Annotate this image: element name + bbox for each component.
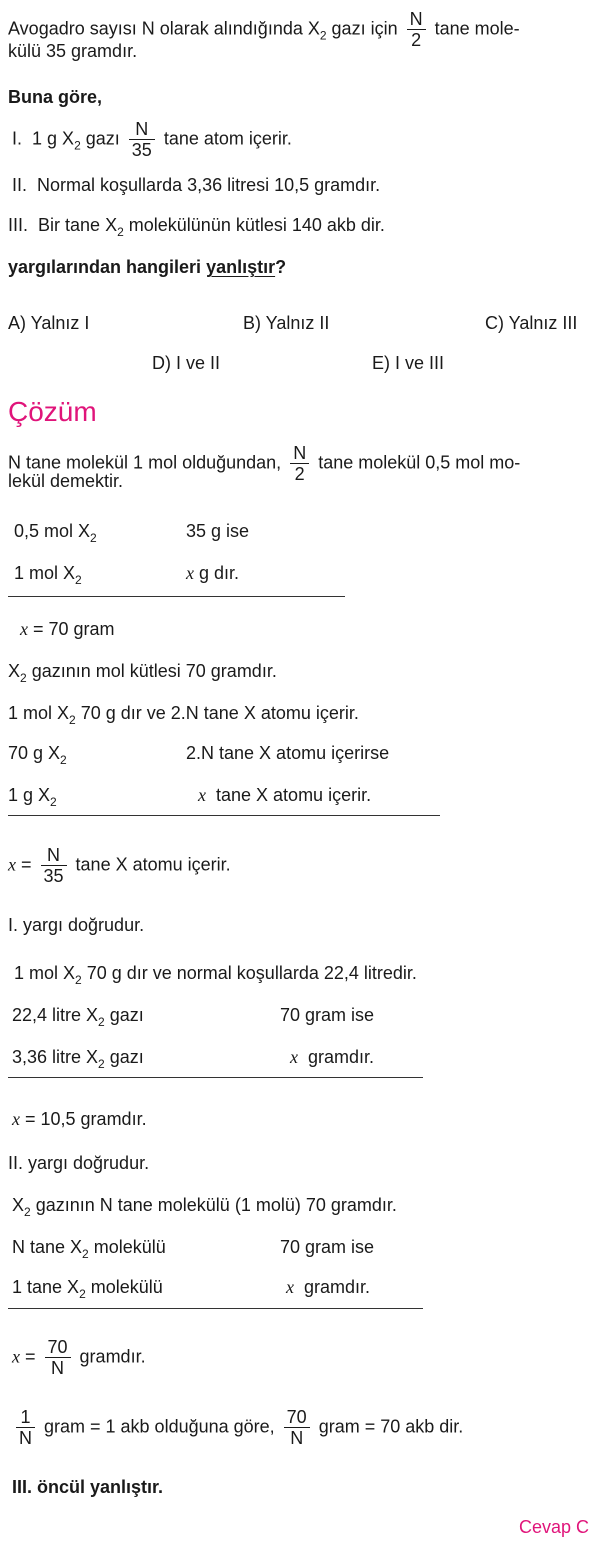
result-2: x = $\frac{N}{35}$ tane X atomu içerir.	[8, 845, 231, 886]
option-c: C) Yalnız III	[485, 313, 578, 333]
prop2-left1: 70 g $X_2$	[8, 743, 67, 767]
fraction: $\frac{N}{35}$	[41, 846, 67, 885]
answer-label: Cevap C	[519, 1517, 590, 1537]
atom-count-line: 1 mol $X_2$ 70 g dır ve 2.N tane X atomu içerir.	[8, 703, 359, 727]
option-e: E) I ve III	[372, 353, 445, 373]
statement-3: III. Bir tane $X_2$ molekülünün kütlesi 140 akb dir.	[8, 215, 385, 239]
prop4-right1: 70 gram ise	[280, 1237, 375, 1257]
prop3-right2: x gramdır.	[290, 1047, 375, 1067]
prop3-right1: 70 gram ise	[280, 1005, 375, 1025]
result-1: x = 70 gram	[20, 619, 115, 639]
volume-line: 1 mol $X_2$ 70 g dır ve normal koşullarda 22,4 litredir.	[14, 963, 417, 987]
question-prompt: yargılarından hangileri yanlıştır?	[8, 257, 287, 277]
verdict-2: II. yargı doğrudur.	[8, 1153, 150, 1173]
one-mol-line: $X_2$ gazının N tane molekülü (1 molü) 70 gramdır.	[12, 1195, 397, 1219]
prop4-right2: x gramdır.	[286, 1277, 371, 1297]
question-stem: Avogadro sayısı N olarak alındığında $X_2$ gazı için $\frac{N}{2}$ tane mole-	[8, 9, 520, 50]
question-stem-line2: külü 35 gramdır.	[8, 41, 138, 61]
molar-mass-line: $X_2$ gazının mol kütlesi 70 gramdır.	[8, 661, 277, 685]
verdict-3: III. öncül yanlıştır.	[12, 1477, 164, 1497]
statement-1: I. 1 g $X_2$ gazı $\frac{N}{35}$ tane atom içerir.	[12, 119, 292, 160]
prop1-left2: 1 mol $X_2$	[14, 563, 82, 587]
divider	[8, 1077, 423, 1078]
solution-title: Çözüm	[8, 396, 97, 427]
result-4: x = $\frac{70}{N}$ gramdır.	[12, 1337, 146, 1378]
fraction: $\frac{N}{35}$	[129, 120, 155, 159]
verdict-1: I. yargı doğrudur.	[8, 915, 145, 935]
option-a: A) Yalnız I	[8, 313, 90, 333]
divider	[8, 815, 440, 816]
fraction: $\frac{N}{2}$	[407, 10, 426, 49]
option-d: D) I ve II	[152, 353, 221, 373]
prop1-right2: x g dır.	[186, 563, 240, 583]
fraction: $\frac{70}{N}$	[45, 1338, 71, 1377]
buna-gore: Buna göre,	[8, 87, 103, 107]
fraction: $\frac{70}{N}$	[284, 1408, 310, 1447]
prop2-right1: 2.N tane X atomu içerirse	[186, 743, 390, 763]
statement-2: II. Normal koşullarda 3,36 litresi 10,5 gramdır.	[12, 175, 381, 195]
solution-intro-line2: lekül demektir.	[8, 471, 124, 491]
prop4-left1: N tane $X_2$ molekülü	[12, 1237, 166, 1261]
divider	[8, 596, 345, 597]
fraction: $\frac{N}{2}$	[290, 444, 309, 483]
prop1-left1: 0,5 mol $X_2$	[14, 521, 97, 545]
prop4-left2: 1 tane $X_2$ molekülü	[12, 1277, 163, 1301]
prop2-left2: 1 g $X_2$	[8, 785, 57, 809]
prop1-right1: 35 g ise	[186, 521, 250, 541]
prop3-left2: 3,36 litre $X_2$ gazı	[12, 1047, 144, 1071]
akb-line: $\frac{1}{N}$ gram = 1 akb olduğuna göre, $\frac{70}{N}$ gram = 70 akb dir.	[12, 1408, 463, 1447]
prop3-left1: 22,4 litre $X_2$ gazı	[12, 1005, 144, 1029]
divider	[8, 1308, 423, 1309]
option-b: B) Yalnız II	[243, 313, 330, 333]
fraction: $\frac{1}{N}$	[16, 1408, 35, 1447]
prop2-right2: x tane X atomu içerir.	[198, 785, 372, 805]
result-3: x = 10,5 gramdır.	[12, 1109, 147, 1129]
solution-intro: N tane molekül 1 mol olduğundan, $\frac{N}{2}$ tane molekül 0,5 mol mo-	[8, 443, 521, 484]
